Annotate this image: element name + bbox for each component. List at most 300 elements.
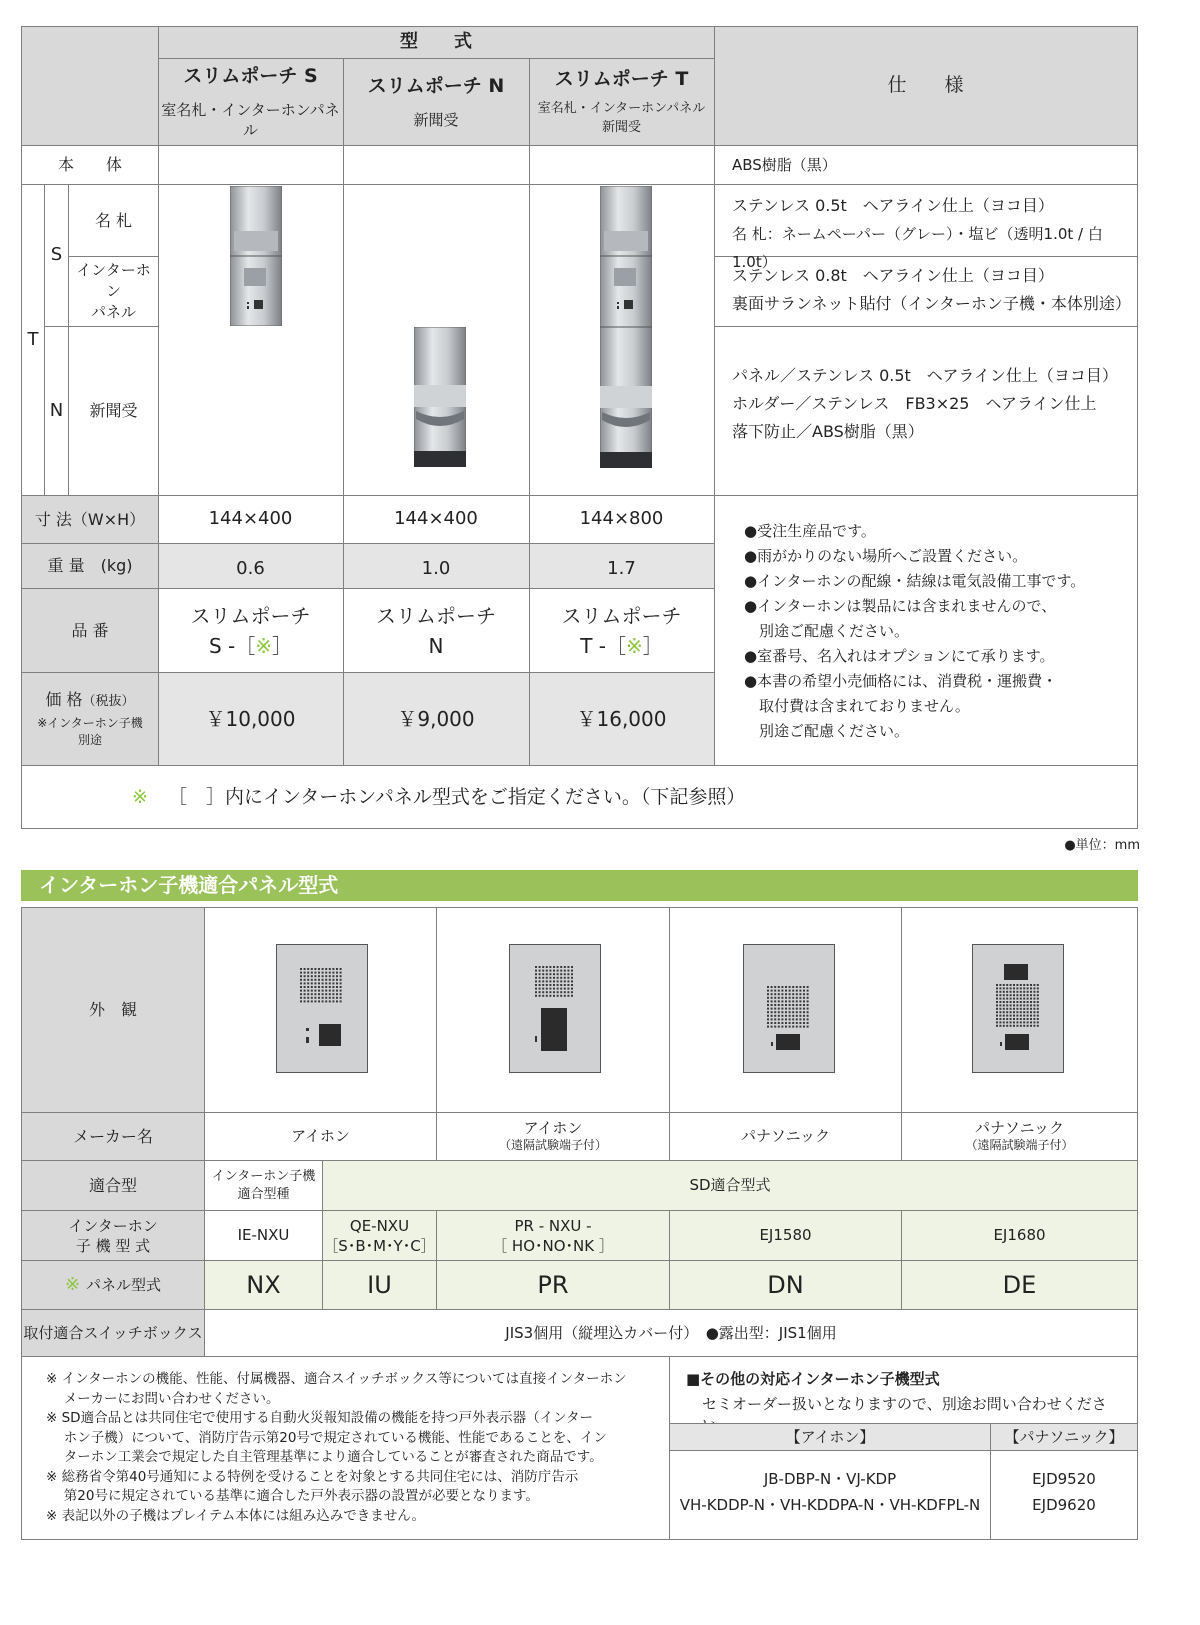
grille-dot	[318, 990, 320, 992]
maker-sub: （遠隔試験端子付）	[498, 1137, 607, 1152]
grille-dot	[1016, 1018, 1018, 1020]
grille-dot	[557, 988, 559, 990]
grille-dot	[999, 1015, 1001, 1017]
grille-dot	[553, 977, 555, 979]
grille-dot	[546, 991, 548, 993]
grille-dot	[325, 979, 327, 981]
grille-dot	[1030, 1011, 1032, 1013]
grille-dot	[792, 1004, 794, 1006]
grille-dot	[546, 984, 548, 986]
grille-dot	[803, 1026, 805, 1028]
grille-dot	[340, 997, 342, 999]
grille-dot	[1016, 1011, 1018, 1013]
grille-dot	[300, 993, 302, 995]
grille-dot	[336, 979, 338, 981]
grille-dot	[803, 1011, 805, 1013]
grille-dot	[1016, 987, 1018, 989]
grille-dot	[771, 1018, 773, 1020]
spec-line: ホルダー／ステンレス FB3×25 ヘアライン仕上	[732, 394, 1097, 413]
grille-dot	[799, 993, 801, 995]
grille-dot	[774, 1015, 776, 1017]
grille-dot	[300, 1000, 302, 1002]
spec-body: ABS樹脂（黒）	[732, 155, 837, 174]
grille-dot	[1020, 1008, 1022, 1010]
grille-dot	[771, 1000, 773, 1002]
grille-dot	[1010, 1008, 1012, 1010]
grille-dot	[332, 982, 334, 984]
grille-dot	[1033, 1018, 1035, 1020]
grille-dot	[557, 984, 559, 986]
grille-dot	[340, 990, 342, 992]
grille-dot	[789, 1011, 791, 1013]
grille-dot	[796, 990, 798, 992]
grille-dot	[549, 988, 551, 990]
grille-dot	[781, 1015, 783, 1017]
grille-dot	[539, 973, 541, 975]
price-label-cell	[22, 673, 158, 765]
grille-dot	[571, 977, 573, 979]
grille-dot	[329, 990, 331, 992]
grille-dot	[1006, 1011, 1008, 1013]
grille-dot	[774, 1018, 776, 1020]
grille-dot	[1003, 1004, 1005, 1006]
weight-t: 1.7	[607, 557, 636, 579]
grille-dot	[325, 972, 327, 974]
grille-dot	[549, 966, 551, 968]
model-qe-nxu: QE-NXU ［S･B･M･Y･C］	[323, 1216, 436, 1255]
grille-dot	[799, 1026, 801, 1028]
grille-dot	[549, 980, 551, 982]
grille-dot	[767, 1015, 769, 1017]
grille-dot	[996, 1011, 998, 1013]
grille-dot	[332, 993, 334, 995]
grille-dot	[789, 1018, 791, 1020]
grille-dot	[546, 995, 548, 997]
grille-dot	[329, 986, 331, 988]
grille-dot	[1037, 984, 1039, 986]
grille-dot	[803, 1008, 805, 1010]
aiphone-header: 【アイホン】	[785, 1427, 875, 1446]
grille-dot	[774, 986, 776, 988]
other-models-sub: セミオーダー扱いとなりますので、別途お問い合わせくださ	[702, 1395, 1107, 1413]
grille-dot	[1006, 984, 1008, 986]
grille-dot	[807, 1011, 809, 1013]
grille-dot	[535, 977, 537, 979]
grille-dot	[771, 993, 773, 995]
grille-dot	[1033, 998, 1035, 1000]
grille-dot	[332, 979, 334, 981]
spec-line: 名 札：ネームペーパー（グレー）・塩ビ（透明1.0t / 白1.0t）	[732, 225, 1103, 271]
grille-dot	[307, 968, 309, 970]
model-sub: 室名札・インターホンパネル	[161, 100, 340, 139]
grille-dot	[1016, 1004, 1018, 1006]
partno-suffix: ］	[272, 633, 293, 658]
grille-dot	[553, 988, 555, 990]
grille-dot	[560, 995, 562, 997]
grille-dot	[778, 1026, 780, 1028]
partno-mark: ※	[626, 633, 643, 658]
grille-dot	[564, 988, 566, 990]
grille-dot	[300, 986, 302, 988]
grille-dot	[767, 997, 769, 999]
grille-dot	[314, 968, 316, 970]
grille-dot	[1023, 1004, 1025, 1006]
grille-dot	[567, 988, 569, 990]
grille-dot	[549, 970, 551, 972]
grille-dot	[336, 1000, 338, 1002]
grille-dot	[767, 1011, 769, 1013]
grille-dot	[322, 968, 324, 970]
grille-dot	[307, 982, 309, 984]
panel-type-label	[22, 1261, 204, 1309]
grille-dot	[796, 997, 798, 999]
grille-dot	[1013, 984, 1015, 986]
grille-dot	[553, 984, 555, 986]
grille-dot	[781, 997, 783, 999]
grille-dot	[778, 993, 780, 995]
weight-n: 1.0	[421, 557, 451, 579]
grille-dot	[999, 991, 1001, 993]
model-ie-nxu: IE-NXU	[237, 1226, 290, 1245]
grille-dot	[803, 1000, 805, 1002]
grille-dot	[1003, 987, 1005, 989]
grille-dot	[300, 982, 302, 984]
grille-dot	[557, 991, 559, 993]
grille-dot	[996, 1018, 998, 1020]
grille-dot	[332, 975, 334, 977]
model-sub: 新聞受	[413, 110, 459, 129]
grille-dot	[557, 977, 559, 979]
fit-label: 適合型	[88, 1175, 137, 1195]
note-line: ※ SD適合品とは共同住宅で使用する自動火災報知設備の機能を持つ戸外表示器（インター	[46, 1410, 594, 1426]
grille-dot	[539, 988, 541, 990]
panel-iu: IU	[367, 1270, 392, 1299]
grille-dot	[807, 990, 809, 992]
grille-dot	[1013, 1015, 1015, 1017]
grille-dot	[1013, 1004, 1015, 1006]
maker-name: パナソニック	[975, 1118, 1064, 1137]
grille-dot	[1023, 1025, 1025, 1027]
grille-dot	[1020, 1015, 1022, 1017]
grille-dot	[1016, 1008, 1018, 1010]
grille-dot	[1020, 994, 1022, 996]
grille-dot	[311, 990, 313, 992]
grille-dot	[781, 1008, 783, 1010]
grille-dot	[1016, 1015, 1018, 1017]
grille-dot	[1033, 1008, 1035, 1010]
grille-dot	[539, 966, 541, 968]
grille-dot	[325, 997, 327, 999]
grille-dot	[546, 977, 548, 979]
grille-dot	[314, 982, 316, 984]
grille-dot	[799, 1000, 801, 1002]
grille-dot	[996, 984, 998, 986]
grille-dot	[1037, 987, 1039, 989]
grille-dot	[999, 1025, 1001, 1027]
grille-dot	[304, 975, 306, 977]
grille-dot	[807, 1008, 809, 1010]
nameplate-label: 名 札	[94, 210, 133, 230]
n-label: N	[49, 399, 64, 421]
note-line: ※ 表記以外の子機はプレイテム本体には組み込みできません。	[46, 1507, 426, 1524]
grille-dot	[796, 1008, 798, 1010]
grille-dot	[1030, 994, 1032, 996]
grille-dot	[304, 972, 306, 974]
grille-dot	[999, 1018, 1001, 1020]
grille-dot	[553, 970, 555, 972]
grille-dot	[778, 986, 780, 988]
grille-dot	[771, 990, 773, 992]
exterior-label: 外 観	[88, 1000, 137, 1020]
grille-dot	[311, 975, 313, 977]
grille-dot	[781, 1018, 783, 1020]
grille-dot	[1006, 1004, 1008, 1006]
grille-dot	[1013, 1001, 1015, 1003]
grille-dot	[774, 993, 776, 995]
grille-dot	[807, 1004, 809, 1006]
grille-dot	[304, 986, 306, 988]
grille-dot	[332, 972, 334, 974]
grille-dot	[799, 1011, 801, 1013]
grille-dot	[803, 993, 805, 995]
note-line: ※ 総務省令第40号通知による特例を受けることを対象とする共同住宅には、消防庁告示	[46, 1468, 579, 1485]
grille-dot	[1037, 1025, 1039, 1027]
grille-dot	[571, 980, 573, 982]
grille-dot	[539, 980, 541, 982]
grille-dot	[799, 1004, 801, 1006]
grille-dot	[792, 1026, 794, 1028]
grille-dot	[300, 997, 302, 999]
grille-dot	[807, 986, 809, 988]
spec-line: パネル／ステンレス 0.5t ヘアライン仕上（ヨコ目）	[732, 366, 1118, 385]
grille-dot	[789, 1015, 791, 1017]
grille-dot	[771, 1022, 773, 1024]
grille-dot	[549, 973, 551, 975]
grille-dot	[767, 1022, 769, 1024]
grille-dot	[1037, 1008, 1039, 1010]
grille-dot	[557, 966, 559, 968]
grille-dot	[535, 988, 537, 990]
grille-dot	[535, 984, 537, 986]
grille-dot	[549, 984, 551, 986]
grille-dot	[560, 991, 562, 993]
spec-line: ステンレス 0.5t ヘアライン仕上（ヨコ目）	[732, 196, 1054, 215]
grille-dot	[318, 997, 320, 999]
grille-dot	[553, 973, 555, 975]
grille-dot	[571, 973, 573, 975]
order-notes	[744, 519, 1134, 744]
grille-dot	[767, 1000, 769, 1002]
grille-dot	[567, 984, 569, 986]
grille-dot	[1037, 1021, 1039, 1023]
model-line: EJD9620	[1032, 1496, 1096, 1514]
grille-dot	[781, 1022, 783, 1024]
grille-dot	[774, 1004, 776, 1006]
grille-dot	[1010, 998, 1012, 1000]
grille-dot	[553, 991, 555, 993]
grille-dot	[1020, 1004, 1022, 1006]
note-line: ●インターホンは製品には含まれませんので、	[744, 597, 1057, 615]
grille-dot	[1023, 984, 1025, 986]
grille-dot	[314, 986, 316, 988]
grille-dot	[1033, 1001, 1035, 1003]
unit-label: ●単位：mm	[1064, 838, 1140, 853]
grille-dot	[564, 984, 566, 986]
grille-dot	[1006, 987, 1008, 989]
note-line: ●室番号、名入れはオプションにて承ります。	[744, 647, 1055, 665]
grille-dot	[1020, 1011, 1022, 1013]
grille-dot	[996, 1004, 998, 1006]
grille-dot	[803, 1022, 805, 1024]
grille-dot	[1020, 984, 1022, 986]
grille-dot	[807, 997, 809, 999]
instruction-text: ［ ］内にインターホンパネル型式をご指定ください。（下記参照）	[167, 786, 746, 808]
grille-dot	[1027, 1001, 1029, 1003]
grille-dot	[567, 973, 569, 975]
grille-dot	[996, 994, 998, 996]
note-line: 別途ご配慮ください。	[744, 722, 910, 740]
grille-dot	[539, 984, 541, 986]
grille-dot	[1010, 984, 1012, 986]
grille-dot	[311, 979, 313, 981]
maker-name: アイホン	[523, 1118, 583, 1137]
grille-dot	[535, 973, 537, 975]
grille-dot	[553, 995, 555, 997]
grille-dot	[571, 970, 573, 972]
grille-dot	[300, 975, 302, 977]
model-name: スリムポーチ S	[183, 64, 318, 87]
grille-dot	[535, 991, 537, 993]
note-line: ●インターホンの配線・結線は電気設備工事です。	[744, 572, 1086, 590]
grille-dot	[778, 1022, 780, 1024]
grille-dot	[1033, 1025, 1035, 1027]
grille-dot	[1027, 1015, 1029, 1017]
grille-dot	[329, 972, 331, 974]
grille-dot	[1030, 1015, 1032, 1017]
spec-line: 裏面サランネット貼付（インターホン子機・本体別途）	[732, 294, 1131, 313]
grille-dot	[799, 1015, 801, 1017]
grille-dot	[539, 977, 541, 979]
grille-dot	[1010, 1001, 1012, 1003]
grille-dot	[539, 991, 541, 993]
grille-dot	[1033, 1015, 1035, 1017]
grille-dot	[781, 1026, 783, 1028]
grille-dot	[564, 966, 566, 968]
grille-dot	[803, 997, 805, 999]
grille-dot	[318, 982, 320, 984]
grille-dot	[999, 987, 1001, 989]
grille-dot	[1020, 987, 1022, 989]
grille-dot	[1010, 1018, 1012, 1020]
partno-line1: スリムポーチ	[376, 603, 496, 628]
grille-dot	[557, 980, 559, 982]
grille-dot	[560, 984, 562, 986]
grille-dot	[336, 990, 338, 992]
grille-dot	[329, 1000, 331, 1002]
grille-dot	[560, 970, 562, 972]
grille-dot	[1010, 1025, 1012, 1027]
grille-dot	[774, 990, 776, 992]
partno-t	[529, 589, 714, 672]
size-label: 寸 法（W×H）	[34, 509, 146, 529]
grille-dot	[571, 988, 573, 990]
model-n-header	[343, 59, 529, 145]
grille-dot	[318, 968, 320, 970]
grille-dot	[789, 990, 791, 992]
grille-dot	[1016, 1025, 1018, 1027]
grille-dot	[300, 979, 302, 981]
switchbox-label: 取付適合スイッチボックス	[23, 1323, 203, 1342]
grille-dot	[1003, 1018, 1005, 1020]
grille-dot	[560, 973, 562, 975]
model-ej1680: EJ1680	[993, 1226, 1046, 1245]
grille-dot	[300, 990, 302, 992]
grille-dot	[332, 990, 334, 992]
grille-dot	[311, 968, 313, 970]
grille-dot	[336, 982, 338, 984]
grille-dot	[1030, 1001, 1032, 1003]
grille-dot	[1033, 984, 1035, 986]
grille-dot	[314, 993, 316, 995]
grille-dot	[1030, 984, 1032, 986]
grille-dot	[778, 1000, 780, 1002]
bottom-notes	[46, 1370, 666, 1526]
partno-suffix: ］	[642, 633, 663, 658]
grille-dot	[567, 977, 569, 979]
grille-dot	[539, 970, 541, 972]
grille-dot	[1023, 1011, 1025, 1013]
grille-dot	[322, 975, 324, 977]
grille-dot	[785, 1018, 787, 1020]
partno-prefix: S -［	[208, 633, 256, 658]
grille-dot	[304, 1000, 306, 1002]
panel-spec-instruction	[132, 782, 1032, 812]
grille-dot	[785, 993, 787, 995]
grille-dot	[314, 997, 316, 999]
grille-dot	[1013, 1011, 1015, 1013]
grille-dot	[325, 993, 327, 995]
grille-dot	[999, 1004, 1001, 1006]
grille-dot	[778, 1018, 780, 1020]
grille-dot	[1013, 994, 1015, 996]
note-line: ホン子機）について、消防庁告示第20号で規定されている機能、性能であることを、イン	[46, 1429, 607, 1446]
grille-dot	[792, 986, 794, 988]
grille-dot	[535, 980, 537, 982]
grille-dot	[1037, 998, 1039, 1000]
grille-dot	[1027, 1004, 1029, 1006]
grille-dot	[1027, 984, 1029, 986]
grille-dot	[1027, 1018, 1029, 1020]
grille-dot	[767, 1018, 769, 1020]
grille-dot	[792, 997, 794, 999]
grille-dot	[557, 970, 559, 972]
grille-dot	[771, 1011, 773, 1013]
grille-dot	[542, 984, 544, 986]
grille-dot	[322, 993, 324, 995]
grille-dot	[307, 979, 309, 981]
grille-dot	[336, 997, 338, 999]
grille-dot	[340, 1000, 342, 1002]
grille-dot	[336, 968, 338, 970]
grille-dot	[546, 980, 548, 982]
grille-dot	[539, 995, 541, 997]
grille-dot	[322, 997, 324, 999]
grille-dot	[567, 966, 569, 968]
grille-dot	[567, 970, 569, 972]
grille-dot	[1013, 1008, 1015, 1010]
grille-dot	[1013, 987, 1015, 989]
grille-dot	[1003, 1001, 1005, 1003]
